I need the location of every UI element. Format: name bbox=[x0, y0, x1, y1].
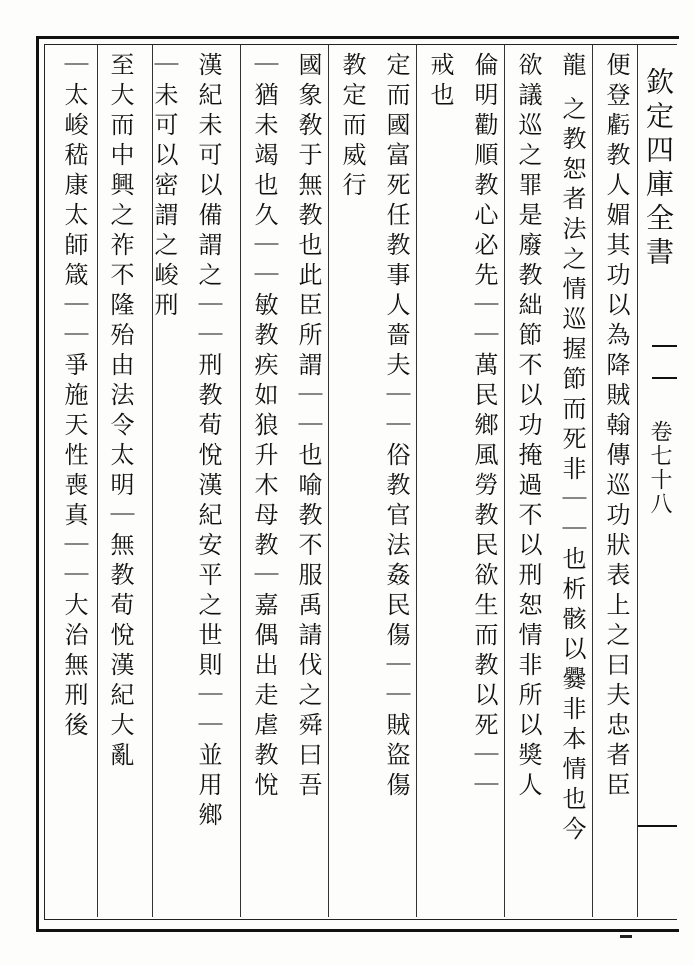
text-column: 漢紀未可以備謂之｜｜刑教荀悅漢紀安平之世則｜｜並用鄉 bbox=[194, 52, 222, 832]
volume-label: 卷七十八 bbox=[647, 420, 672, 516]
text-column: 戒也 bbox=[426, 52, 454, 112]
text-column: 教定而威行 bbox=[338, 52, 366, 202]
text-column: 欲議巡之罪是廢教絀節不以功掩過不以刑恕情非所以獎人 bbox=[514, 52, 542, 802]
text-column: 國象敎于無教也此臣所謂｜｜也喻教不服禹請伐之舜曰吾 bbox=[294, 52, 322, 802]
text-column: 至大而中興之祚不隆殆由法令太明｜無教荀悅漢紀大亂 bbox=[106, 52, 134, 772]
book-title: 欽定四庫全書 bbox=[642, 67, 675, 271]
text-column: ｜太峻嵇康太師箴｜｜爭施天性喪真｜｜大治無刑後 bbox=[60, 52, 88, 742]
ink-mark bbox=[620, 935, 632, 938]
text-column: 之教恕者法之情巡握節而死非｜｜也析骸以爨非本情也今 bbox=[558, 96, 586, 846]
header-rule bbox=[638, 825, 677, 827]
text-column: 便登虧教人媚其功以為降賊翰傳巡功狀表上之曰夫忠者臣 bbox=[602, 52, 630, 802]
text-column: 倫明勸順教心必先｜｜萬民鄉風勞教民欲生而教以死｜｜ bbox=[470, 52, 498, 802]
text-column: 定而國富死任教事人嗇夫｜｜俗教官法姦民傷｜｜賊盜傷 bbox=[382, 52, 410, 802]
text-column: 龍 bbox=[558, 52, 586, 82]
column-rule bbox=[240, 45, 241, 917]
text-column: ｜未可以密謂之峻刑 bbox=[150, 52, 178, 322]
fishtail-mark bbox=[652, 345, 677, 379]
text-column: ｜猶未竭也久｜｜敏教疾如狼升木母教｜嘉偶出走虐教悅 bbox=[250, 52, 278, 802]
header-column bbox=[637, 45, 677, 917]
